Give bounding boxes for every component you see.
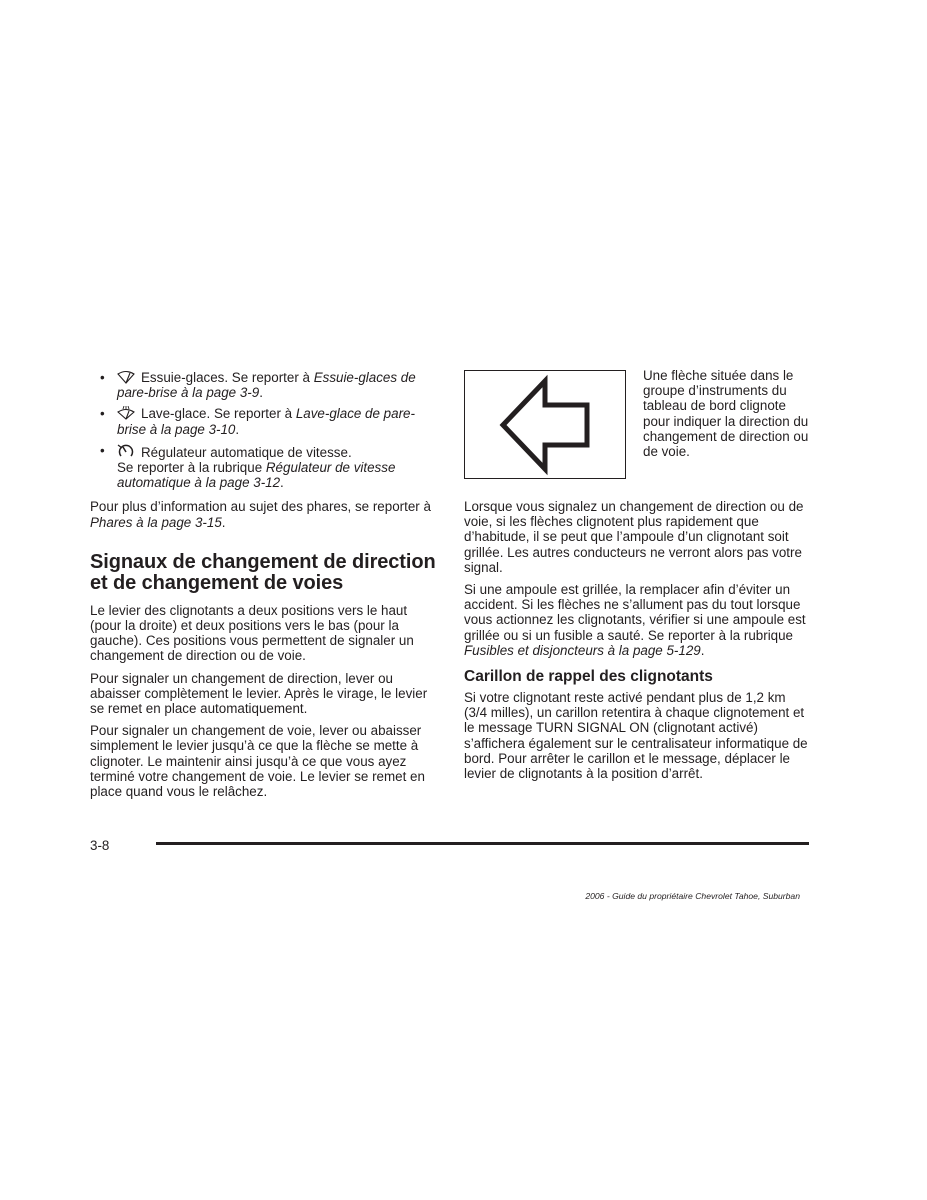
windshield-wiper-icon — [117, 370, 135, 384]
cruise-control-icon — [117, 443, 135, 459]
paragraph: Le levier des clignotants a deux positions vers le haut (pour la droite) et deux positions vers le bas (pour la gauche). Ces positions vous permettent de signaler un changement de direction ou de voie. — [90, 602, 414, 664]
left-column — [90, 370, 440, 806]
bullet-text: Lave-glace. Se reporter à — [141, 406, 296, 422]
bullet-text: Régulateur automatique de vitesse. — [141, 444, 352, 460]
punctuation: . — [221, 514, 226, 530]
paragraph-text: Si une ampoule est grillée, la remplacer afin d’éviter un accident. Si les flèches ne s’allument pas du tout lorsque vous actionnez les clignotants, vérifier si une ampoule est grillée ou si un fusible a sauté. Se reporter à la rubrique — [464, 582, 806, 643]
cross-reference-link[interactable]: Régulateur de vitesse automatique à la page 3-12 — [117, 460, 396, 491]
bullet-item-washer — [90, 406, 440, 436]
windshield-washer-icon — [117, 406, 135, 420]
cross-reference-link[interactable]: Lave-glace de pare-brise à la page 3-10 — [117, 406, 415, 437]
right-column — [464, 499, 809, 788]
footer-text: 2006 - Guide du propriétaire Chevrolet Tahoe, Suburban — [585, 891, 800, 901]
headlamp-note — [90, 499, 440, 529]
paragraph: Pour signaler un changement de direction, lever ou abaisser complètement le levier. Après le virage, le levier se remet en place automatiquement. — [90, 670, 428, 717]
figure-caption: Une flèche située dans le groupe d’instruments du tableau de bord clignote pour indiquer la direction du changement de direction ou de voie. — [643, 368, 809, 460]
turn-signal-figure — [464, 370, 626, 479]
paragraph: Si votre clignotant reste activé pendant plus de 1,2 km (3/4 milles), un carillon retentira à chaque clignotement et le message TURN SIGNAL ON (clignotant activé) s’affichera également sur le centralisateur informatique de bord. Pour arrêter le carillon et le message, déplacer le levier de clignotants à la position d’arrêt. — [464, 690, 808, 782]
punctuation: . — [280, 475, 284, 491]
bullet-item-cruise — [90, 443, 440, 491]
bullet-item-wipers — [90, 370, 440, 400]
paragraph: Pour signaler un changement de voie, lever ou abaisser simplement le levier jusqu’à ce que la flèche se mette à clignoter. Le maintenir ainsi jusqu’à ce que vous ayez terminé votre changement de voie. Le levier se remet en place quand vous le relâchez. — [90, 723, 425, 800]
subsection-title: Carillon de rappel des clignotants — [464, 668, 713, 686]
note-text: Pour plus d’information au sujet des phares, se reporter à — [90, 499, 431, 515]
bullet-marker: • — [100, 442, 105, 458]
bullet-marker: • — [100, 370, 105, 385]
bullet-marker: • — [100, 406, 105, 422]
bullet-text: Se reporter à la rubrique — [117, 460, 266, 476]
paragraph: Lorsque vous signalez un changement de direction ou de voie, si les flèches clignotent plus rapidement que d’habitude, il se peut que l’ampoule d’un clignotant soit grillée. Les autres conducteurs ne verront alors pas votre signal. — [464, 499, 804, 575]
bullet-continuation — [117, 460, 440, 490]
punctuation: . — [700, 642, 705, 658]
punctuation: . — [259, 385, 263, 401]
paragraph — [464, 582, 809, 658]
cross-reference-link[interactable]: Phares à la page 3-15 — [90, 514, 222, 530]
cross-reference-link[interactable]: Fusibles et disjoncteurs à la page 5-129 — [464, 642, 701, 658]
footer-rule — [156, 842, 809, 845]
page-number: 3-8 — [90, 838, 110, 853]
bullet-text: Essuie-glaces. Se reporter à — [141, 370, 314, 385]
punctuation: . — [235, 421, 240, 437]
left-arrow-icon — [465, 371, 625, 478]
cross-reference-link[interactable]: Essuie-glaces de pare-brise à la page 3-9 — [117, 370, 416, 401]
section-title: Signaux de changement de direction et de changement de voies — [90, 550, 436, 594]
